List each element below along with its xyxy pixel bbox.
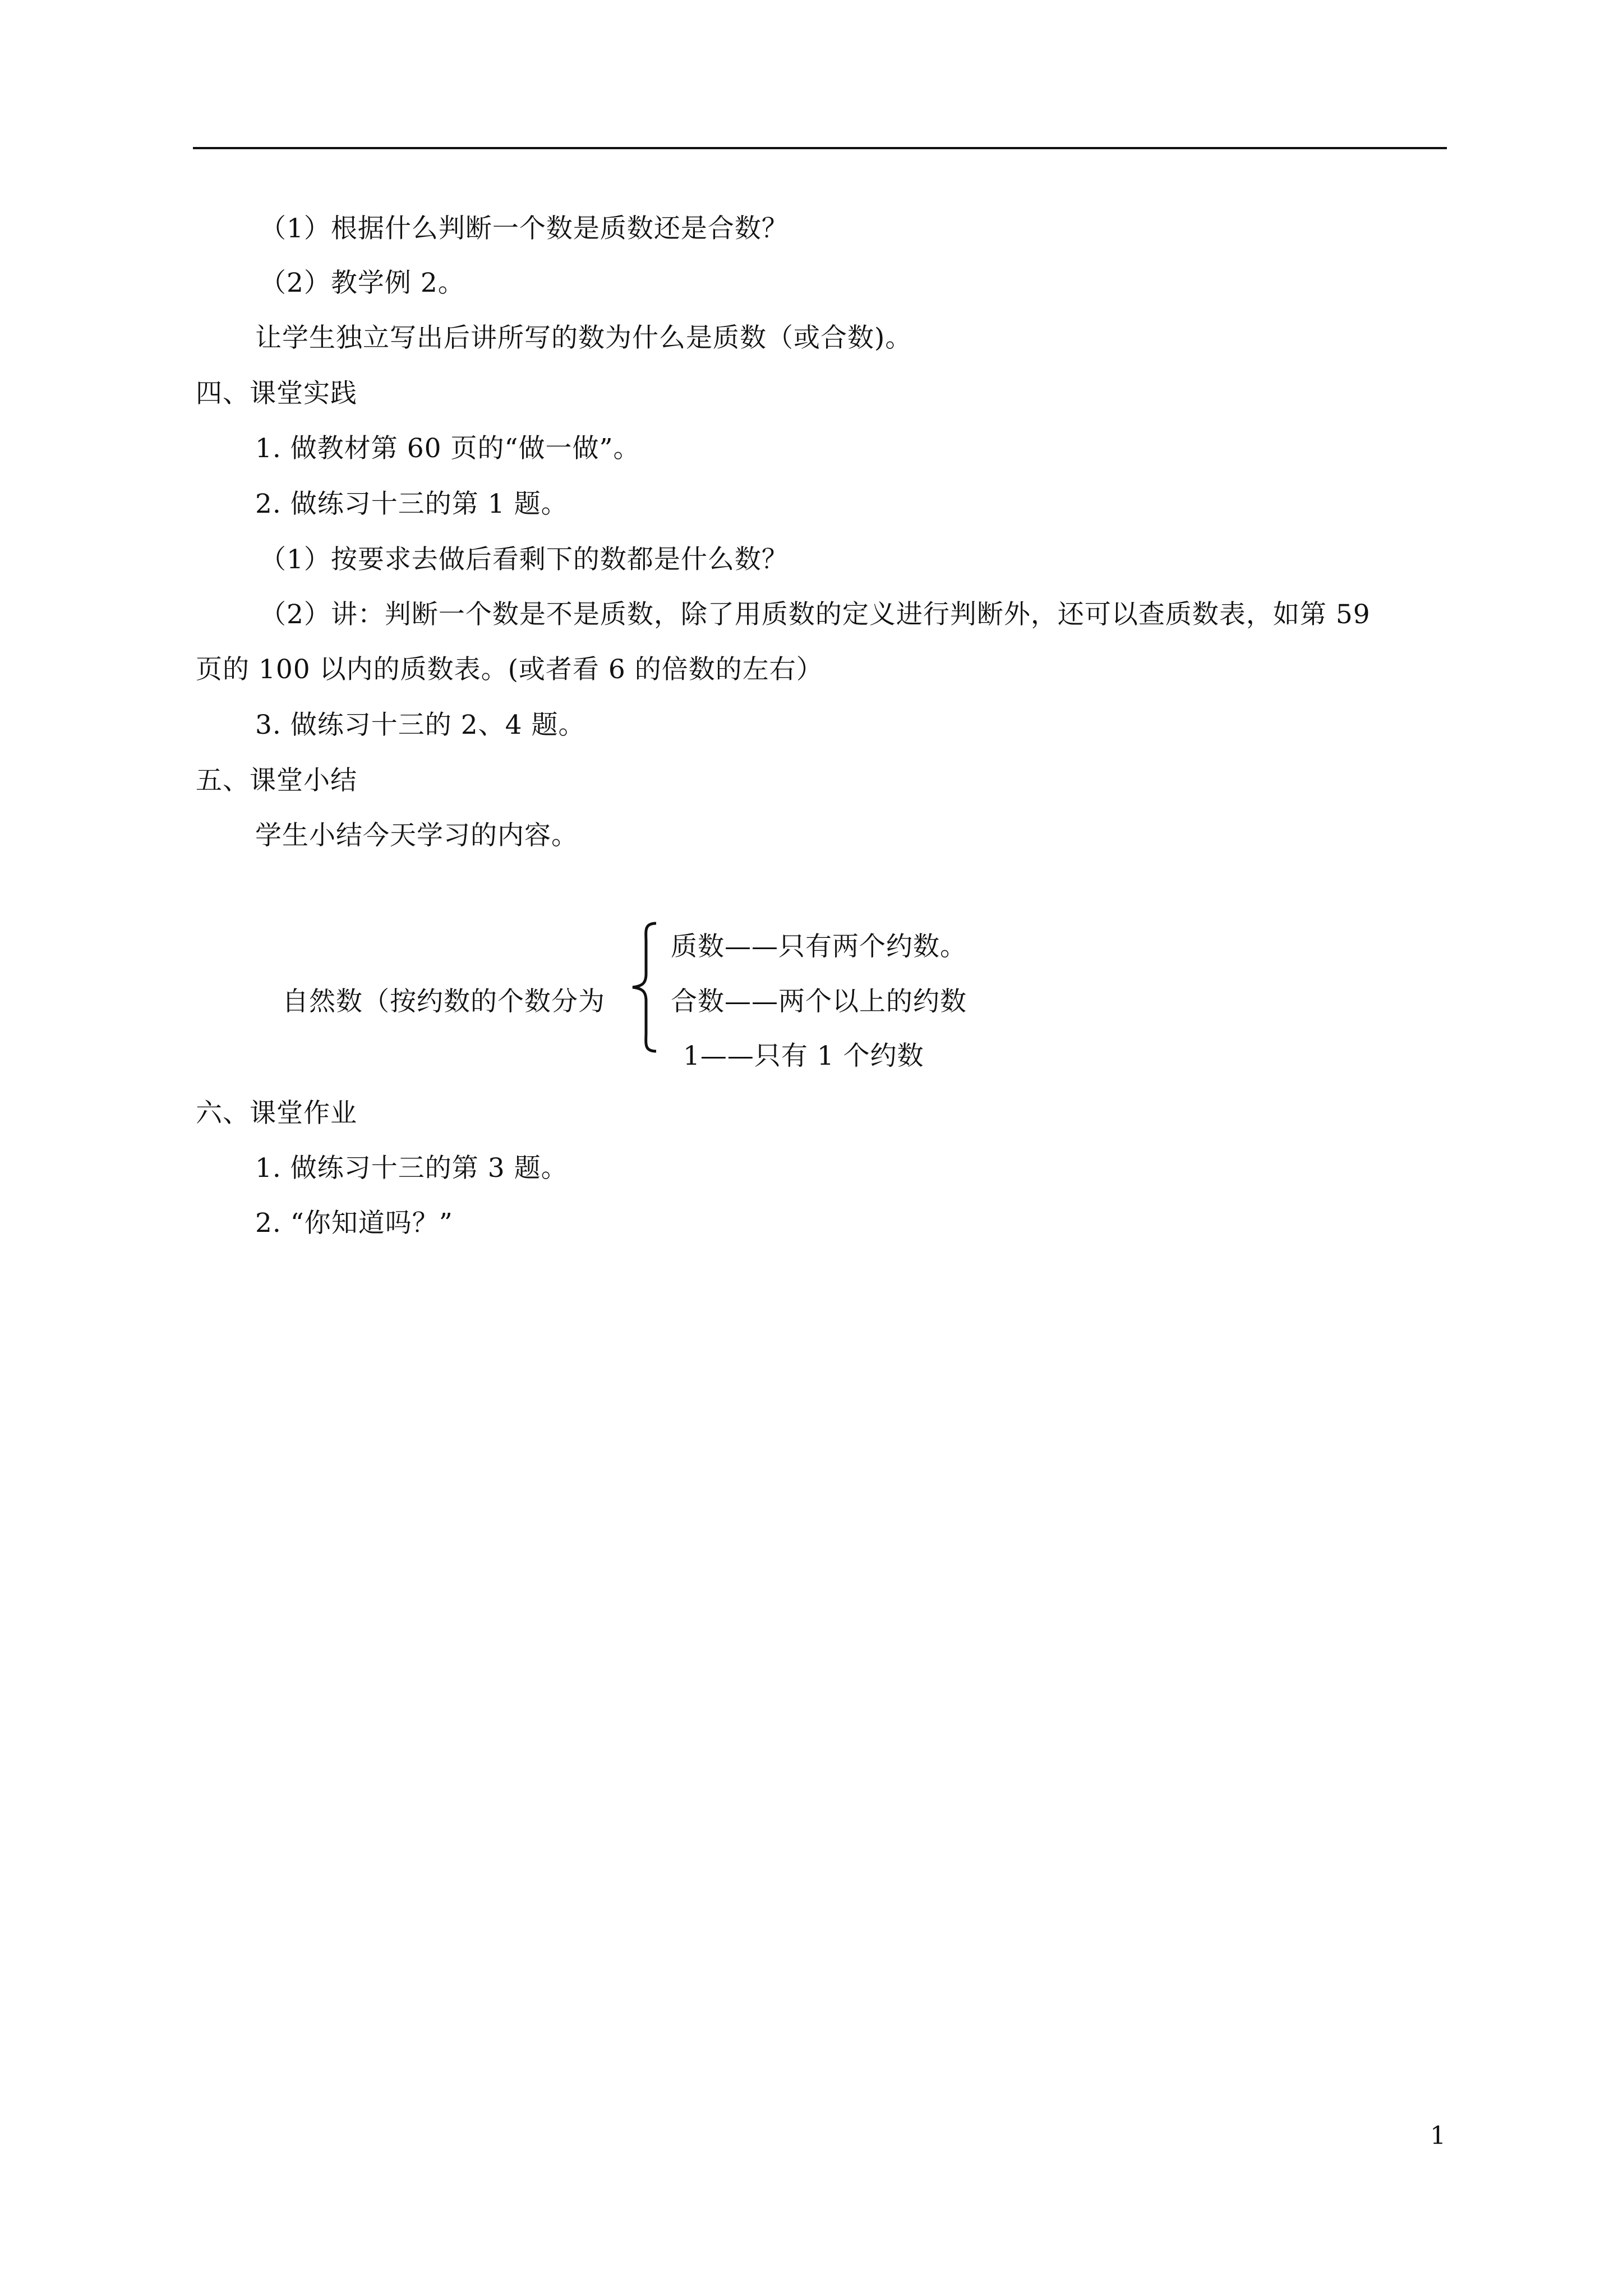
classification-prime: 质数——只有两个约数。 bbox=[671, 931, 967, 962]
curly-brace-icon bbox=[627, 920, 661, 1055]
homework-2: 2. “你知道吗？” bbox=[255, 1208, 453, 1239]
summary-text: 学生小结今天学习的内容。 bbox=[255, 820, 578, 851]
classification-one: 1——只有 1 个约数 bbox=[683, 1041, 924, 1071]
item-2-sub-2: （2）讲：判断一个数是不是质数，除了用质数的定义进行判断外，还可以查质数表，如第 59 bbox=[260, 599, 1371, 630]
classification-root: 自然数（按约数的个数分为 bbox=[282, 986, 605, 1017]
item-2-sub-1: （1）按要求去做后看剩下的数都是什么数？ bbox=[260, 544, 789, 575]
question-1: （1）根据什么判断一个数是质数还是合数？ bbox=[260, 213, 789, 244]
homework-1: 1. 做练习十三的第 3 题。 bbox=[255, 1153, 568, 1184]
item-2-sub-2-cont: 页的 100 以内的质数表。(或者看 6 的倍数的左右） bbox=[196, 654, 823, 685]
section-heading-5: 五、课堂小结 bbox=[196, 765, 357, 796]
item-1: 1. 做教材第 60 页的“做一做”。 bbox=[255, 433, 640, 464]
paragraph-explain: 让学生独立写出后讲所写的数为什么是质数（或合数)。 bbox=[255, 323, 912, 353]
section-heading-4: 四、课堂实践 bbox=[196, 378, 357, 409]
page-number: 1 bbox=[1430, 2122, 1446, 2150]
header-rule bbox=[193, 147, 1447, 149]
question-2: （2）教学例 2。 bbox=[260, 268, 465, 298]
classification-composite: 合数——两个以上的约数 bbox=[671, 986, 967, 1017]
section-heading-6: 六、课堂作业 bbox=[196, 1098, 357, 1129]
item-2: 2. 做练习十三的第 1 题。 bbox=[255, 489, 568, 519]
item-3: 3. 做练习十三的 2、4 题。 bbox=[255, 710, 585, 740]
